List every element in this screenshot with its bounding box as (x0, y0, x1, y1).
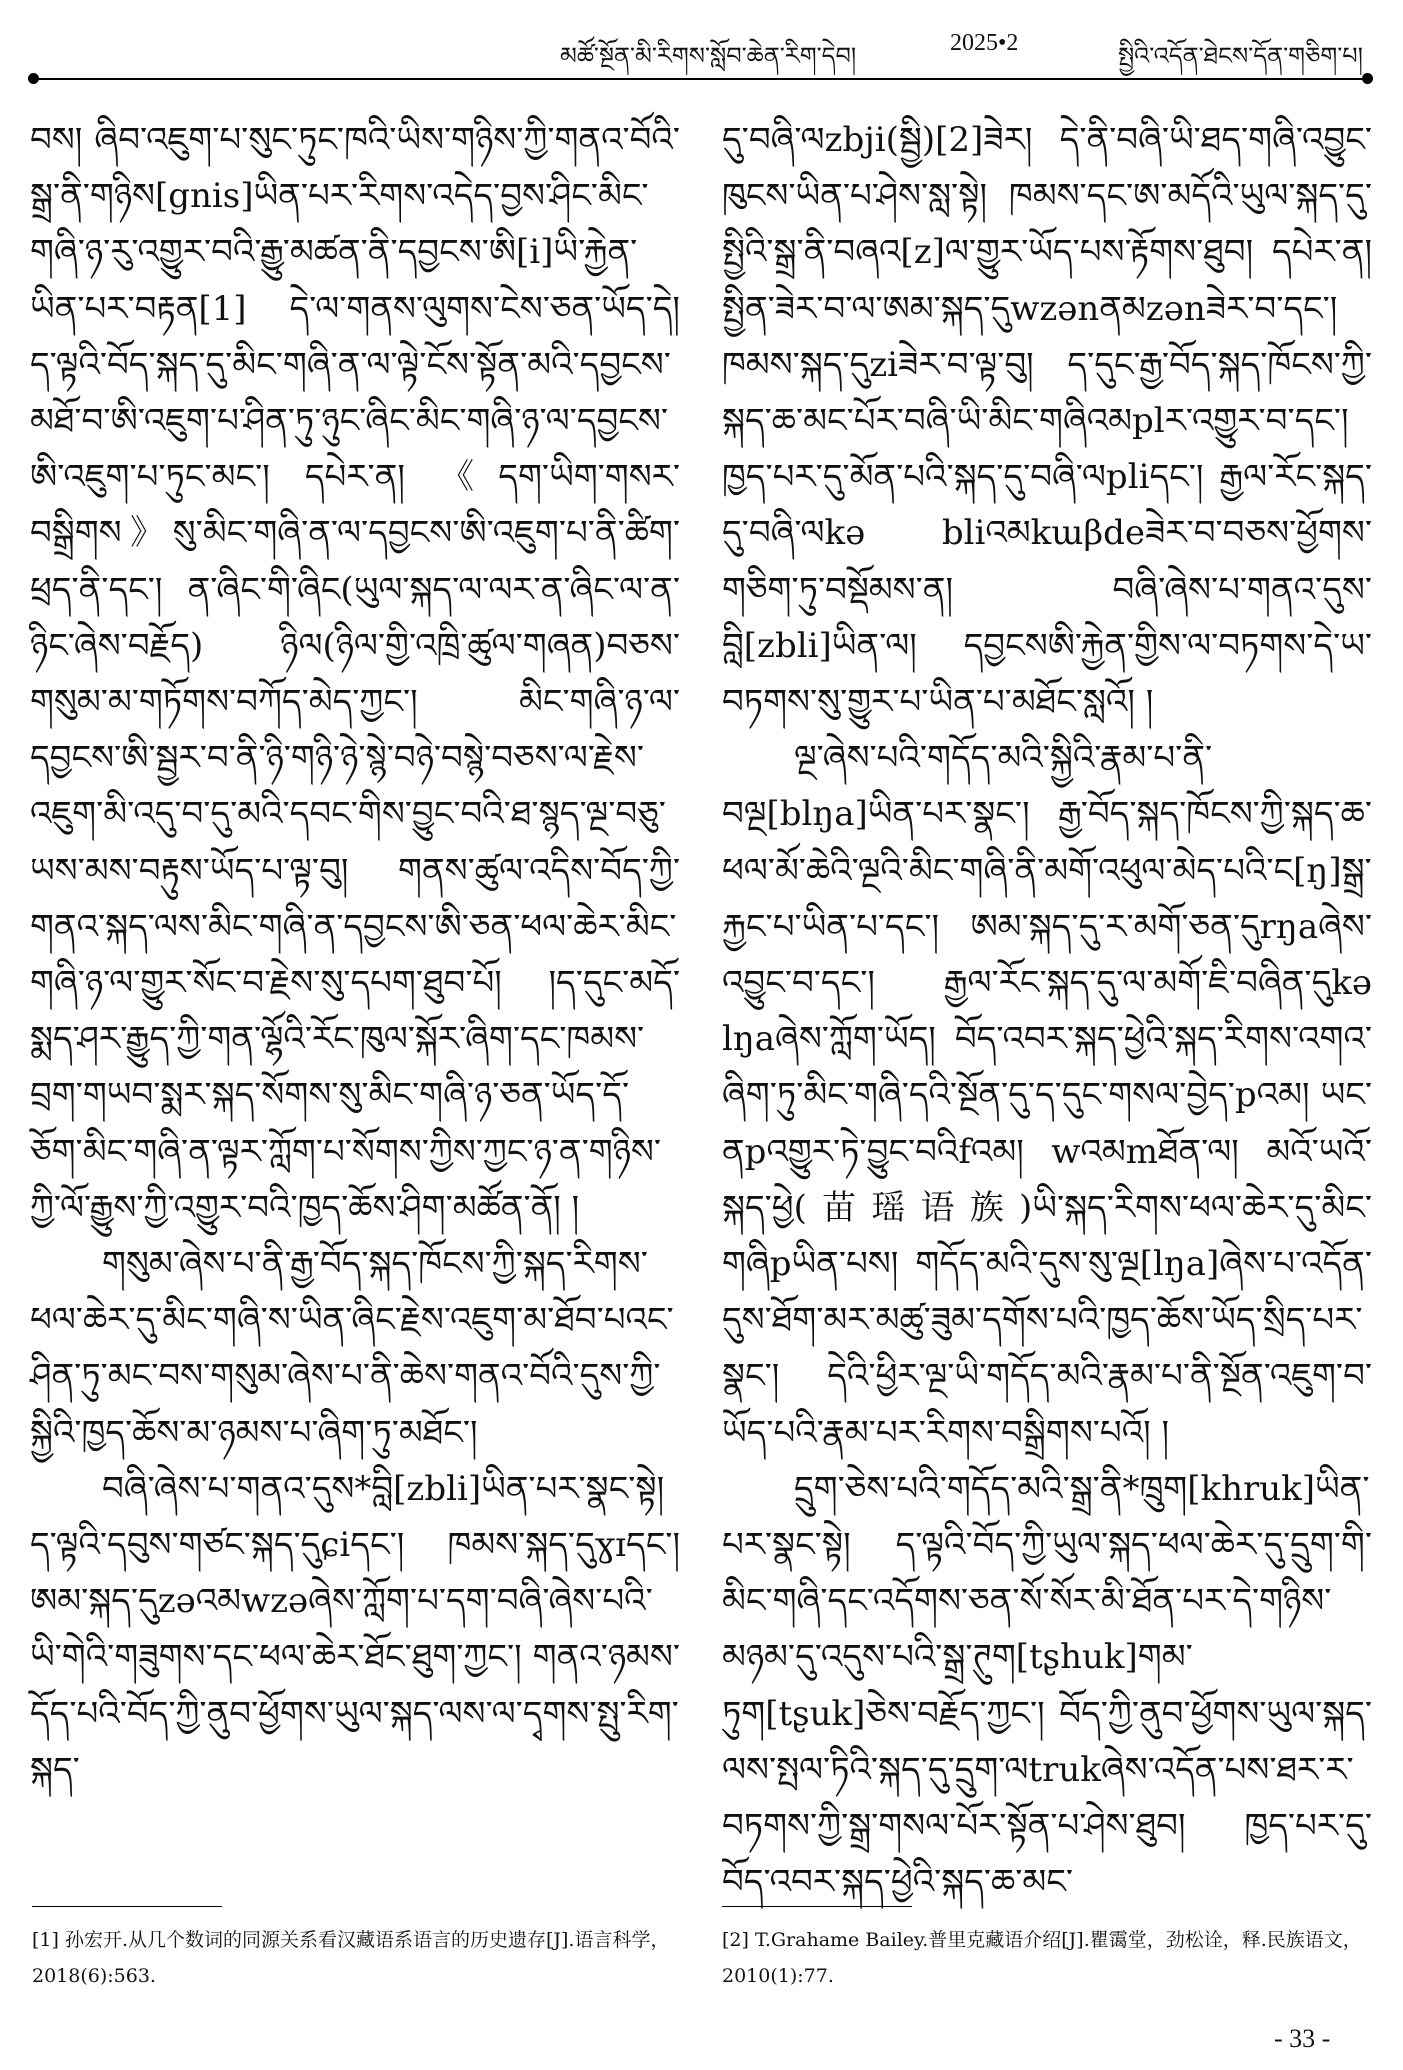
section-title: སྤྱིའི་འདོན་ཐེངས་དོན་གཅིག་པ། (1117, 42, 1363, 70)
right-paragraph-3: དྲུག་ཅེས་པའི་གདོད་མའི་སྒྲ་ནི*ཁྲུག[khruk]ཡིན་པར་སྣང་སྟེ། ད་ལྟའི་བོད་ཀྱི་ཡུལ་སྐད་ཕལ་ཆེར་དུ་དྲུག་གི་མིང་གཞི་དང་འདོགས་ཅན་སོ་སོར་མི་ཐོན་པར་དེ་གཉིས་མཉམ་དུ་འདུས་པའི་སྒྲ་ཊུག[tʂhuk]གམ་ཏུག[tʂuk]ཅེས་བརྗོད་ཀྱང་། བོད་ཀྱི་ནུབ་ཕྱོགས་ཡུལ་སྐད་ལས་སྤལ་ཏིའི་སྐད་དུ་དྲུག་ལtrukཞེས་འདོན་པས་ཐར་ར་བཏགས་ཀྱི་སྒྲ་གསལ་པོར་སྟོན་པ་ཤེས་ཐུབ། ཁྱད་པར་དུ་བོད་འབར་སྐད་ཕྱེའི་སྐད་ཆ་མང་ (722, 1468, 1372, 1903)
left-paragraph-2: གསུམ་ཞེས་པ་ནི་རྒྱ་བོད་སྐད་ཁོངས་ཀྱི་སྐད་རིགས་ཕལ་ཆེར་དུ་མིང་གཞི་ས་ཡིན་ཞིང་རྗེས་འཇུག་མ་ཐོབ་པའང་ཤིན་ཏུ་མང་བས་གསུམ་ཞེས་པ་ནི་ཆེས་གནའ་བོའི་དུས་ཀྱི་སྐྱིའི་ཁྱད་ཆོས་མ་ཉམས་པ་ཞིག་ཏུ་མཐོང་། (30, 1244, 674, 1453)
header-rule (32, 78, 1372, 80)
right-paragraph-1: དུ་བཞི་ལzbji(སྦྱི)[2]ཟེར། དེ་ནི་བཞི་ཡི་ཐད་གཞི་འབྱུང་ཁུངས་ཡིན་པ་ཤེས་སླ་སྟེ། ཁམས་དང་ཨ་མདོའི་ཡུལ་སྐད་དུ་སྤྱིའི་སྒྲ་ནི་བཞའ[z]ལ་གྱུར་ཡོད་པས་རྟོགས་ཐུབ། དཔེར་ན། སྤྱིན་ཟེར་བ་ལ་ཨམ་སྐད་དུwzənནམzənཟེར་བ་དང་། ཁམས་སྐད་དུziཟེར་བ་ལྟ་བུ། ད་དུང་རྒྱ་བོད་སྐད་ཁོངས་ཀྱི་སྐད་ཆ་མང་པོར་བཞི་ཡི་མིང་གཞིའམplར་འགྱུར་བ་དང་། ཁྱད་པར་དུ་མོན་པའི་སྐད་དུ་བཞི་ལpliདང་། རྒྱལ་རོང་སྐད་དུ་བཞི་ལkə bliའམkɯβdeཟེར་བ་བཅས་ཕྱོགས་གཅིག་ཏུ་བསྡོམས་ན། བཞི་ཞེས་པ་གནའ་དུས་བླི[zbli]ཡིན་ལ། དབྱངསཨི་རྐྱེན་གྱིས་ལ་བཏགས་དེ་ཡ་བཏགས་སུ་གྱུར་པ་ཡིན་པ་མཐོང་སླའོ། ། (722, 120, 1372, 723)
right-paragraph-2: ལྔ་ཞེས་པའི་གདོད་མའི་སྐྱིའི་རྣམ་པ་ནི་བལྔ[blŋa]ཡིན་པར་སྣང་། རྒྱ་བོད་སྐད་ཁོངས་ཀྱི་སྐད་ཆ་ཕལ་མོ་ཆེའི་ལྔའི་མིང་གཞི་ནི་མགོ་འཕུལ་མེད་པའི་ང[ŋ]སྒྲ་རྐྱང་པ་ཡིན་པ་དང་། ཨམ་སྐད་དུ་ར་མགོ་ཅན་དུrŋaཞེས་འབྱུང་བ་དང་། རྒྱལ་རོང་སྐད་དུ་ལ་མགོ་ཇི་བཞིན་དུkə lŋaཞེས་ཀློག་ཡོད། བོད་འབར་སྐད་ཕྱེའི་སྐད་རིགས་འགའ་ཞིག་ཏུ་མིང་གཞི་དའི་སྔོན་དུ་ད་དུང་གསལ་བྱེད་pའམ། ཡང་ནpའགྱུར་ཏེ་བྱུང་བའིfའམ། wའམmཐོན་ལ། མའོ་ཡའོ་སྐད་ཕྱེ(苗瑶语族)ཡི་སྐད་རིགས་ཕལ་ཆེར་དུ་མིང་གཞིpཡིན་པས། གདོད་མའི་དུས་སུ་ལྔ[lŋa]ཞེས་པ་འདོན་དུས་ཐོག་མར་མཚུ་ཟུམ་དགོས་པའི་ཁྱད་ཆོས་ཡོད་སྲིད་པར་སྣང་། དེའི་ཕྱིར་ལྔ་ཡི་གདོད་མའི་རྣམ་པ་ནི་སྔོན་འཇུག་བ་ཡོད་པའི་རྣམ་པར་རིགས་བསྒྲིགས་པའོ། ། (722, 738, 1372, 1453)
page-number: - 33 - (1274, 2024, 1331, 2053)
running-header (0, 0, 1403, 90)
footnote-rule-left (32, 1906, 222, 1907)
footnote-1: [1] 孙宏开.从几个数词的同源关系看汉藏语系语言的历史遗存[J].语言科学，2018(6):563. (32, 1929, 670, 1987)
left-paragraph-3: བཞི་ཞེས་པ་གནའ་དུས*བླི[zbli]ཡིན་པར་སྣང་སྟེ། ད་ལྟའི་དབུས་གཙང་སྐད་དུɕiདང་། ཁམས་སྐད་དུɣɪདང་། ཨམ་སྐད་དུzəའམwzəཞེས་ཀློག་པ་དག་བཞི་ཞེས་པའི་ཡི་གེའི་གཟུགས་དང་ཕལ་ཆེར་ཐོང་ཐུག་ཀྱང་། གནའ་ཉམས་དོད་པའི་བོད་ཀྱི་ནུབ་ཕྱོགས་ཡུལ་སྐད་ལས་ལ་དྭགས་སྤུ་རིག་སྐད་ (30, 1468, 680, 1790)
header-rule-left-dot (28, 73, 39, 84)
left-column (30, 112, 680, 1798)
header-rule-right-dot (1362, 73, 1373, 84)
footnote-2: [2] T.Grahame Bailey.普里克藏语介绍[J].瞿霭堂，劲松诠，释.民族语文，2010(1):77. (722, 1929, 1362, 1987)
right-column (722, 112, 1372, 1911)
footnote-rule-right (722, 1906, 912, 1907)
left-paragraph-1: བས། ཞིབ་འཇུག་པ་སུང་ཏུང་ཁའི་ཡིས་གཉིས་ཀྱི་གནའ་བོའི་སྒྲ་ནི་གཉིས[gnis]ཡིན་པར་རིགས་འདེད་བྱས་ཤིང་མིང་གཞི་ཉ་རུ་འགྱུར་བའི་རྒྱུ་མཚན་ནི་དབྱངས་ཨི[i]ཡི་རྐྱེན་ཡིན་པར་བརྟན[1] དེ་ལ་གནས་ལུགས་ངེས་ཅན་ཡོད་དེ། ད་ལྟའི་བོད་སྐད་དུ་མིང་གཞི་ན་ལ་ལྟེ་ངོས་སྟོན་མའི་དབྱངས་མཐོ་བ་ཨི་འཇུག་པ་ཤིན་ཏུ་ཉུང་ཞིང་མིང་གཞི་ཉ་ལ་དབྱངས་ཨི་འཇུག་པ་ཏུང་མང་། དཔེར་ན། 《དག་ཡིག་གསར་བསྒྲིགས》སུ་མིང་གཞི་ན་ལ་དབྱངས་ཨི་འཇུག་པ་ནི་ཚིག་ཕྲད་ནི་དང་། ན་ཞིང་གི་ཞིང(ཡུལ་སྐད་ལ་ལར་ན་ཞིང་ལ་ན་ཉིང་ཞེས་བརྗོད) ཉིལ(ཉིལ་གྱི་འཁྲི་ཚུལ་གཞན)བཅས་གསུམ་མ་གཏོགས་བཀོད་མེད་ཀྱང་། མིང་གཞི་ཉ་ལ་དབྱངས་ཨི་སྦྱར་བ་ནི་ཉི་གཉི་ཉེ་སྙེ་བཉེ་བསྙེ་བཅས་ལ་རྗེས་འཇུག་མི་འདུ་བ་དུ་མའི་དབང་གིས་བྱུང་བའི་ཐ་སྙད་ལྔ་བཅུ་ཡས་མས་བརྟུས་ཡོད་པ་ལྟ་བུ། གནས་ཚུལ་འདིས་བོད་ཀྱི་གནའ་སྐད་ལས་མིང་གཞི་ན་དབྱངས་ཨི་ཅན་ཕལ་ཆེར་མིང་གཞི་ཉ་ལ་གྱུར་སོང་བ་རྗེས་སུ་དཔག་ཐུབ་པོ། །ད་དུང་མདོ་སྨད་ཤར་རྒྱུད་ཀྱི་གན་ལྷོའི་རོང་ཁུལ་སྐོར་ཞིག་དང་ཁམས་བྲག་གཡབ་སྨར་སྐད་སོགས་སུ་མིང་གཞི་ཉ་ཅན་ཡོད་དོ་ཅོག་མིང་གཞི་ན་ལྟར་ཀློག་པ་སོགས་ཀྱིས་ཀྱང་ཉ་ན་གཉིས་ཀྱི་ལོ་རྒྱུས་ཀྱི་འགྱུར་བའི་ཁྱད་ཆོས་ཤིག་མཚོན་ནོ། ། (30, 120, 680, 1228)
journal-title: མཚོ་སྔོན་མི་རིགས་སློབ་ཆེན་རིག་དེབ། (560, 42, 857, 70)
issue-number: 2025•2 (950, 30, 1019, 56)
